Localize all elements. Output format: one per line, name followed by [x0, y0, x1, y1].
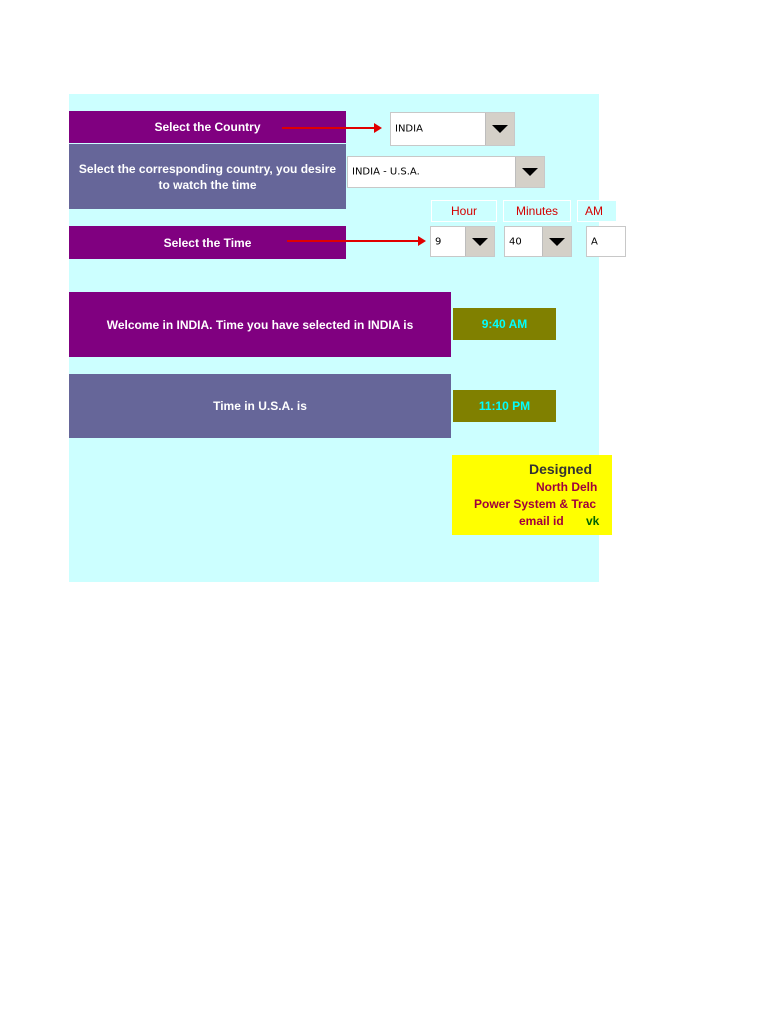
select-corresponding-label — [69, 144, 346, 209]
chevron-down-icon — [472, 238, 488, 246]
country-pair-dropdown-button[interactable] — [515, 157, 544, 187]
ampm-header — [577, 200, 617, 222]
time-arrow — [287, 240, 420, 242]
country-pair-value: INDIA - U.S.A. — [352, 166, 420, 178]
time-in-usa-label — [69, 374, 451, 438]
country-arrow — [282, 127, 376, 129]
country-dropdown-value: INDIA — [395, 123, 423, 135]
select-country-text: Select the Country — [154, 120, 261, 134]
hour-dropdown-value: 9 — [435, 236, 442, 247]
email-value: vk — [586, 514, 600, 528]
india-time-value: 9:40 AM — [481, 317, 528, 331]
designed-line-2: Power System & Trac — [474, 497, 597, 511]
select-corresponding-text: Select the corresponding country, you desire to watch the time — [78, 161, 337, 192]
hour-dropdown-button[interactable] — [465, 227, 494, 256]
email-label: email id — [519, 514, 564, 528]
usa-time-display — [453, 390, 556, 422]
ampm-dropdown[interactable] — [586, 226, 626, 257]
hour-dropdown[interactable] — [430, 226, 495, 257]
worksheet — [69, 94, 603, 582]
chevron-down-icon — [492, 125, 508, 133]
welcome-label — [69, 292, 451, 357]
india-time-display — [453, 308, 556, 340]
chevron-down-icon — [522, 168, 538, 176]
ampm-dropdown-value: A — [591, 236, 598, 247]
designed-by-box — [452, 455, 612, 535]
minutes-dropdown-button[interactable] — [542, 227, 571, 256]
hour-header — [431, 200, 497, 222]
minutes-dropdown-value: 40 — [509, 236, 522, 247]
hour-header-text: Hour — [450, 204, 477, 218]
welcome-text: Welcome in INDIA. Time you have selected in INDIA is — [106, 317, 414, 332]
select-time-label — [69, 226, 346, 259]
country-pair-dropdown[interactable] — [347, 156, 545, 188]
country-dropdown-button[interactable] — [485, 113, 514, 145]
chevron-down-icon — [549, 238, 565, 246]
select-time-text: Select the Time — [163, 235, 252, 250]
country-dropdown[interactable] — [390, 112, 515, 146]
time-in-usa-text: Time in U.S.A. is — [213, 399, 307, 413]
designed-title: Designed — [529, 461, 593, 477]
minutes-header — [503, 200, 571, 222]
minutes-dropdown[interactable] — [504, 226, 572, 257]
usa-time-value: 11:10 PM — [478, 399, 531, 413]
ampm-header-text: AM — [585, 204, 603, 218]
minutes-header-text: Minutes — [515, 204, 559, 218]
designed-line-1: North Delh — [536, 480, 598, 494]
